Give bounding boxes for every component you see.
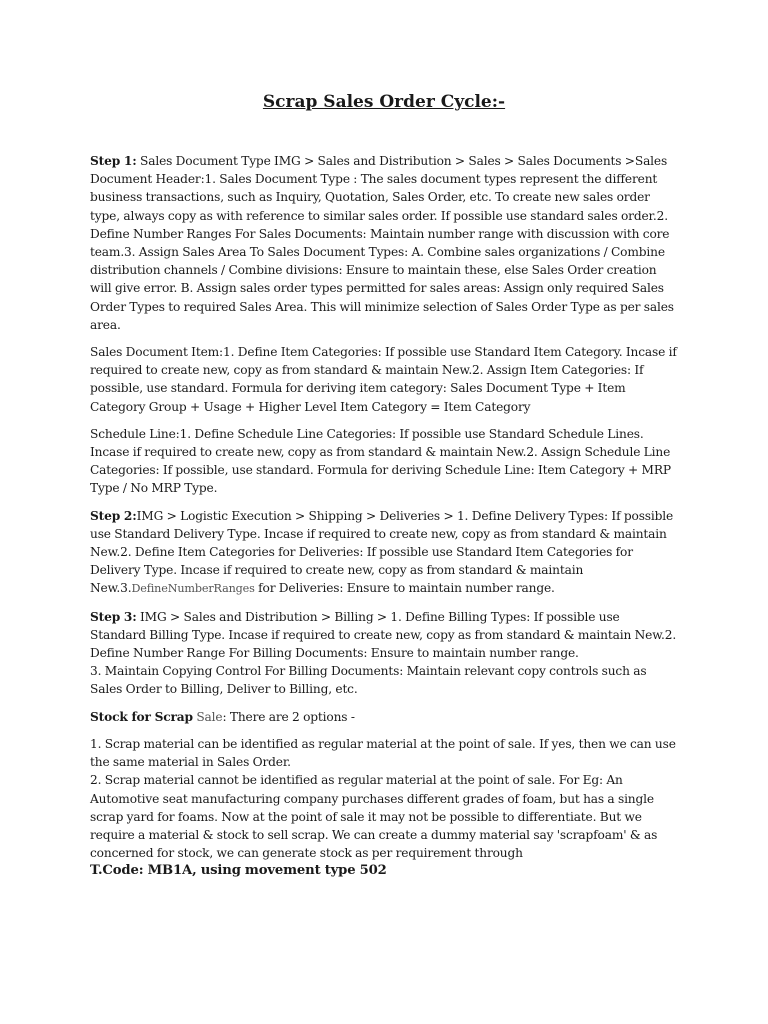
option-one-text: 1. Scrap material can be identified as regular material at the point of sale. If yes, then we can use the same material in Sales Order. (90, 736, 676, 770)
document-title: Scrap Sales Order Cycle:- (262, 92, 506, 112)
step3-paragraph (90, 608, 678, 699)
stock-for-scrap-label: Stock for Scrap (90, 709, 193, 724)
document-page (90, 92, 678, 890)
step3-copy-control-text: 3. Maintain Copying Control For Billing Documents: Maintain relevant copy controls such as Sales Order to Billing, Deliver to Billing, etc. (90, 664, 647, 697)
schedule-line-paragraph: Schedule Line:1. Define Schedule Line Categories: If possible use Standard Schedule Lines. Incase if required to create new, copy as from standard & maintain New.2. Assign Schedule Line Categories: If possible, use standard. Formula for deriving Schedule Line: Item Category + MRP Type / No MRP Type. (90, 426, 671, 496)
step2-paragraph (90, 507, 678, 599)
step1-label: Step 1: (90, 154, 137, 168)
step3-text: IMG > Sales and Distribution > Billing > 1. Define Billing Types: If possible use Standard Billing Type. Incase if required to create new, copy as from standard & maintain New.2. Define Number Range For Billing Documents: Ensure to maintain number range. (90, 609, 677, 661)
step3-label: Step 3: (90, 609, 137, 624)
stock-options-text: : There are 2 options - (222, 709, 355, 724)
step2-define-number-ranges: DefineNumberRanges (131, 582, 255, 596)
step2-label: Step 2: (90, 508, 137, 523)
step1-paragraph (90, 152, 678, 334)
option-two-text: 2. Scrap material cannot be identified as regular material at the point of sale. For Eg: An Automotive seat manufacturing company purchases different grades of foam, but has a single scrap yard for foams. Now at the point of sale it may not be possible to differentiate. But we require a material & stock to sell scrap. We can create a dummy material say 'scrapfoam' & as concerned for stock, we can generate stock as per requirement through (90, 773, 658, 861)
stock-for-scrap-paragraph (90, 708, 678, 726)
step2-text: IMG > Logistic Execution > Shipping > Deliveries > 1. Define Delivery Types: If possible use Standard Delivery Type. Incase if required to create new, copy as from standard & maintain New.2. Define Item Categories for Deliveries: If possible use Standard Item Categories for Delivery Type. Incase if required to create new, copy as from standard & maintain New.3. (90, 508, 674, 596)
tcode-text: T.Code: MB1A, using movement type 502 (90, 863, 387, 879)
scrap-options-paragraph (90, 735, 678, 881)
step2-text-end: for Deliveries: Ensure to maintain number range. (254, 581, 555, 596)
stock-sale-word: Sale (192, 709, 223, 724)
step1-text: Sales Document Type IMG > Sales and Distribution > Sales > Sales Documents >Sales Document Header:1. Sales Document Type : The sales document types represent the different business transactions, such as Inquiry, Quotation, Sales Order, etc. To create new sales order type, always copy as with reference to similar sales order. If possible use standard sales order.2. Define Number Ranges For Sales Documents: Maintain number range with discussion with core team.3. Assign Sales Area To Sales Document Types: A. Combine sales organizations / Combine distribution channels / Combine divisions: Ensure to maintain these, else Sales Order creation will give error. B. Assign sales order types permitted for sales areas: Assign only required Sales Order Types to required Sales Area. This will minimize selection of Sales Order Type as per sales area. (90, 154, 674, 332)
sales-document-item-paragraph: Sales Document Item:1. Define Item Categories: If possible use Standard Item Category. Incase if required to create new, copy as from standard & maintain New.2. Assign Item Categories: If possible, use standard. Formula for deriving item category: Sales Document Type + Item Category Group + Usage + Higher Level Item Category = Item Category (90, 345, 677, 414)
